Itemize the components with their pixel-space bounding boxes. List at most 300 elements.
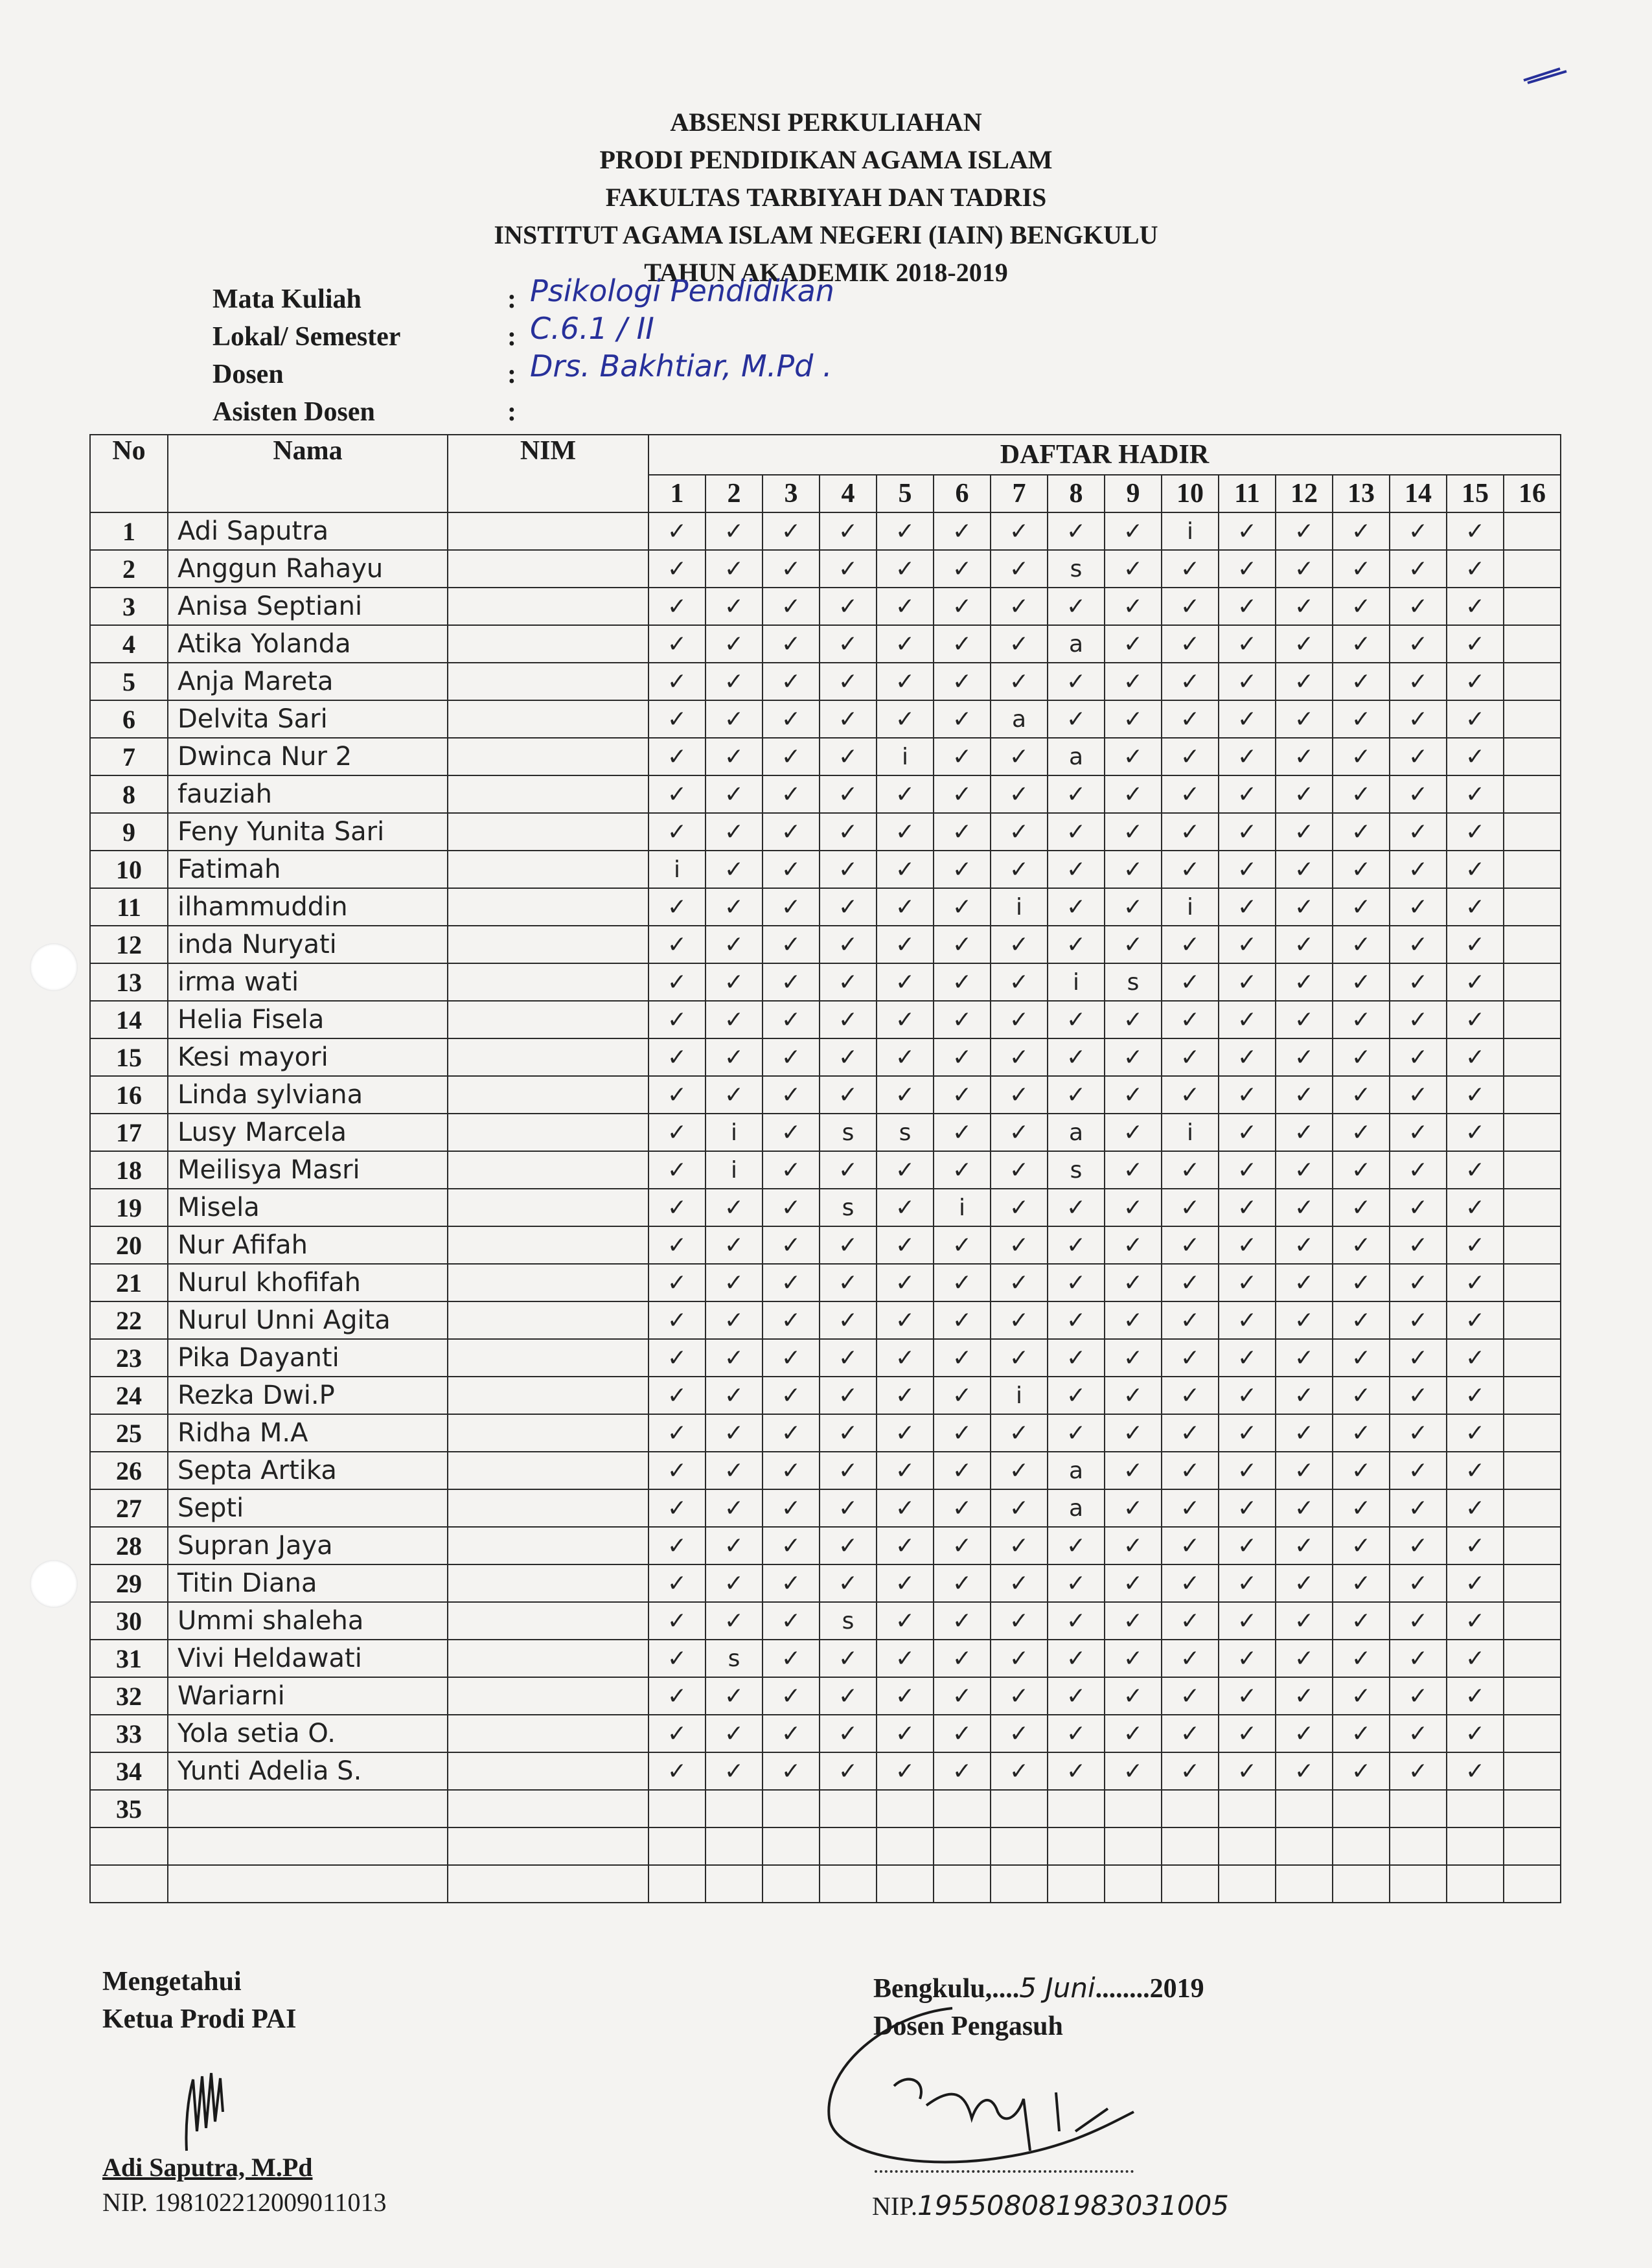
table-row (90, 1790, 1561, 1827)
attendance-mark: ✓ (1390, 1452, 1447, 1489)
attendance-mark: ✓ (1333, 1151, 1390, 1189)
attendance-mark (1504, 1865, 1561, 1903)
attendance-mark: ✓ (820, 813, 877, 851)
attendance-mark: ✓ (1162, 550, 1219, 588)
attendance-mark: ✓ (1390, 550, 1447, 588)
attendance-mark: ✓ (1048, 1527, 1105, 1564)
attendance-mark: ✓ (1048, 1677, 1105, 1715)
attendance-mark: ✓ (877, 1189, 934, 1226)
attendance-mark: i (934, 1189, 991, 1226)
attendance-mark: i (1048, 963, 1105, 1001)
attendance-mark (1504, 512, 1561, 550)
attendance-mark: ✓ (763, 1564, 820, 1602)
attendance-mark: ✓ (877, 1339, 934, 1377)
attendance-mark: ✓ (648, 963, 706, 1001)
attendance-mark: ✓ (1333, 625, 1390, 663)
attendance-mark: ✓ (1048, 1226, 1105, 1264)
attendance-mark (1162, 1827, 1219, 1865)
attendance-mark (1504, 1414, 1561, 1452)
attendance-mark: ✓ (706, 1752, 763, 1790)
student-name: Atika Yolanda (168, 625, 448, 663)
attendance-mark: ✓ (1333, 1414, 1390, 1452)
attendance-mark: s (877, 1114, 934, 1151)
attendance-mark (934, 1827, 991, 1865)
row-number: 16 (90, 1076, 168, 1114)
attendance-mark: ✓ (1219, 1076, 1276, 1114)
attendance-mark: ✓ (820, 1677, 877, 1715)
attendance-mark: ✓ (1162, 1489, 1219, 1527)
attendance-mark (1504, 926, 1561, 963)
meeting-number-header: 10 (1162, 475, 1219, 512)
attendance-mark: s (820, 1114, 877, 1151)
attendance-mark (1447, 1790, 1504, 1827)
attendance-mark (1504, 1452, 1561, 1489)
table-row (90, 700, 1561, 738)
attendance-mark: ✓ (1105, 550, 1162, 588)
attendance-mark: ✓ (991, 1301, 1048, 1339)
attendance-mark: ✓ (648, 888, 706, 926)
attendance-mark: ✓ (648, 1414, 706, 1452)
attendance-mark: ✓ (706, 663, 763, 700)
signature-line (875, 2170, 1134, 2173)
student-nim (448, 1640, 648, 1677)
attendance-mark: ✓ (820, 1414, 877, 1452)
student-name: Yunti Adelia S. (168, 1752, 448, 1790)
attendance-mark (1333, 1790, 1390, 1827)
colon: : (507, 360, 516, 389)
meeting-number-header: 2 (706, 475, 763, 512)
attendance-mark: i (706, 1114, 763, 1151)
attendance-mark: ✓ (1105, 926, 1162, 963)
attendance-mark (1504, 1489, 1561, 1527)
attendance-mark: a (1048, 625, 1105, 663)
header-line-4: INSTITUT AGAMA ISLAM NEGERI (IAIN) BENGKULU (494, 220, 1158, 249)
attendance-mark: ✓ (877, 813, 934, 851)
attendance-mark: ✓ (706, 1226, 763, 1264)
attendance-mark: ✓ (1048, 663, 1105, 700)
student-nim (448, 1677, 648, 1715)
attendance-mark: ✓ (1162, 738, 1219, 775)
attendance-mark: ✓ (706, 1452, 763, 1489)
attendance-mark: ✓ (1162, 963, 1219, 1001)
attendance-mark (1504, 1640, 1561, 1677)
meeting-number-header: 16 (1504, 475, 1561, 512)
attendance-mark (706, 1790, 763, 1827)
attendance-mark: ✓ (1447, 1715, 1504, 1752)
attendance-mark (1276, 1865, 1333, 1903)
attendance-mark: ✓ (1447, 1339, 1504, 1377)
attendance-mark: ✓ (877, 1527, 934, 1564)
table-row (90, 550, 1561, 588)
student-nim (448, 1038, 648, 1076)
attendance-mark: ✓ (1105, 663, 1162, 700)
table-row (90, 1827, 1561, 1865)
attendance-mark: ✓ (1447, 888, 1504, 926)
row-number: 31 (90, 1640, 168, 1677)
attendance-mark: ✓ (1276, 1602, 1333, 1640)
attendance-mark: ✓ (1276, 1189, 1333, 1226)
attendance-mark: ✓ (1276, 1752, 1333, 1790)
row-number: 17 (90, 1114, 168, 1151)
attendance-mark: ✓ (648, 1489, 706, 1527)
student-nim (448, 625, 648, 663)
attendance-mark: ✓ (877, 1715, 934, 1752)
attendance-mark: ✓ (1048, 1038, 1105, 1076)
attendance-mark: ✓ (1447, 738, 1504, 775)
attendance-mark: ✓ (1219, 851, 1276, 888)
attendance-mark: ✓ (877, 1602, 934, 1640)
attendance-mark: ✓ (934, 738, 991, 775)
student-nim (448, 1264, 648, 1301)
attendance-mark: ✓ (1048, 1301, 1105, 1339)
attendance-mark: ✓ (706, 625, 763, 663)
attendance-mark (1504, 1339, 1561, 1377)
meeting-number-header: 14 (1390, 475, 1447, 512)
attendance-mark: ✓ (934, 1377, 991, 1414)
attendance-mark: i (1162, 512, 1219, 550)
student-name (168, 1827, 448, 1865)
attendance-mark (1504, 1301, 1561, 1339)
student-name: Anggun Rahayu (168, 550, 448, 588)
attendance-mark: ✓ (706, 1677, 763, 1715)
header-line-3: FAKULTAS TARBIYAH DAN TADRIS (605, 183, 1047, 212)
attendance-mark: ✓ (1162, 1414, 1219, 1452)
mata-kuliah-value: Psikologi Pendidikan (530, 273, 834, 308)
table-row (90, 1226, 1561, 1264)
row-number: 3 (90, 588, 168, 625)
attendance-mark: ✓ (1162, 1001, 1219, 1038)
attendance-mark: ✓ (1447, 1264, 1504, 1301)
attendance-mark: ✓ (1390, 926, 1447, 963)
attendance-mark: ✓ (877, 700, 934, 738)
attendance-mark: ✓ (1162, 1339, 1219, 1377)
attendance-mark: ✓ (934, 700, 991, 738)
attendance-mark: ✓ (1390, 588, 1447, 625)
attendance-mark: ✓ (877, 512, 934, 550)
attendance-mark (706, 1827, 763, 1865)
attendance-mark: ✓ (991, 1114, 1048, 1151)
attendance-mark (1504, 663, 1561, 700)
attendance-mark (991, 1790, 1048, 1827)
attendance-mark: ✓ (1105, 813, 1162, 851)
attendance-mark: ✓ (706, 1264, 763, 1301)
student-name: Linda sylviana (168, 1076, 448, 1114)
attendance-mark: ✓ (1162, 813, 1219, 851)
date-handwritten: 5 Juni (1019, 1972, 1096, 2004)
attendance-mark: i (991, 1377, 1048, 1414)
attendance-mark: ✓ (991, 1189, 1048, 1226)
student-nim (448, 1527, 648, 1564)
attendance-mark: ✓ (991, 738, 1048, 775)
attendance-mark: ✓ (1333, 926, 1390, 963)
table-row (90, 512, 1561, 550)
attendance-mark (763, 1790, 820, 1827)
attendance-mark: ✓ (1276, 1715, 1333, 1752)
attendance-mark: ✓ (1390, 1076, 1447, 1114)
attendance-mark: ✓ (820, 700, 877, 738)
attendance-mark: ✓ (648, 775, 706, 813)
attendance-mark: ✓ (1447, 1189, 1504, 1226)
attendance-mark (1504, 851, 1561, 888)
attendance-mark: ✓ (1219, 588, 1276, 625)
table-row (90, 588, 1561, 625)
attendance-mark: ✓ (1447, 1640, 1504, 1677)
attendance-mark: ✓ (991, 1452, 1048, 1489)
table-row (90, 888, 1561, 926)
attendance-mark: ✓ (1390, 1602, 1447, 1640)
attendance-mark: ✓ (706, 775, 763, 813)
attendance-mark: ✓ (1333, 1602, 1390, 1640)
attendance-mark: ✓ (1276, 1151, 1333, 1189)
attendance-mark: ✓ (1333, 663, 1390, 700)
attendance-mark (1504, 550, 1561, 588)
attendance-mark: ✓ (1390, 663, 1447, 700)
attendance-mark: ✓ (1447, 663, 1504, 700)
attendance-mark: ✓ (1048, 588, 1105, 625)
student-name: Rezka Dwi.P (168, 1377, 448, 1414)
row-number: 13 (90, 963, 168, 1001)
attendance-mark: ✓ (1219, 512, 1276, 550)
attendance-mark (648, 1865, 706, 1903)
student-nim (448, 1151, 648, 1189)
row-number: 21 (90, 1264, 168, 1301)
attendance-mark: ✓ (1333, 1715, 1390, 1752)
attendance-mark: ✓ (991, 1677, 1048, 1715)
table-row (90, 1602, 1561, 1640)
attendance-mark: ✓ (820, 625, 877, 663)
attendance-mark: ✓ (1162, 1189, 1219, 1226)
attendance-mark: ✓ (1390, 1640, 1447, 1677)
attendance-mark (648, 1790, 706, 1827)
student-name: Kesi mayori (168, 1038, 448, 1076)
attendance-mark: ✓ (1105, 1377, 1162, 1414)
attendance-mark: ✓ (877, 1564, 934, 1602)
meeting-number-header: 5 (877, 475, 934, 512)
attendance-mark: ✓ (877, 1640, 934, 1677)
attendance-mark: ✓ (1276, 738, 1333, 775)
table-row (90, 663, 1561, 700)
attendance-mark: ✓ (820, 550, 877, 588)
table-row (90, 775, 1561, 813)
attendance-mark: ✓ (877, 1038, 934, 1076)
attendance-mark: ✓ (1333, 775, 1390, 813)
attendance-mark: ✓ (1276, 926, 1333, 963)
attendance-mark: ✓ (1276, 963, 1333, 1001)
attendance-mark (1504, 1677, 1561, 1715)
attendance-mark: ✓ (1162, 1564, 1219, 1602)
attendance-mark: ✓ (1219, 550, 1276, 588)
attendance-mark: ✓ (934, 625, 991, 663)
attendance-mark: ✓ (706, 1564, 763, 1602)
attendance-mark: ✓ (1390, 700, 1447, 738)
row-number: 33 (90, 1715, 168, 1752)
attendance-mark: ✓ (877, 851, 934, 888)
attendance-mark: ✓ (1219, 1452, 1276, 1489)
header-line-5: TAHUN AKADEMIK 2018-2019 (644, 258, 1008, 287)
attendance-mark: ✓ (763, 963, 820, 1001)
attendance-mark: ✓ (1276, 1114, 1333, 1151)
attendance-mark: ✓ (1219, 1414, 1276, 1452)
table-row (90, 1414, 1561, 1452)
meeting-number-header: 11 (1219, 475, 1276, 512)
attendance-mark: ✓ (934, 963, 991, 1001)
meeting-number-header: 9 (1105, 475, 1162, 512)
student-nim (448, 1189, 648, 1226)
attendance-mark: ✓ (763, 1489, 820, 1527)
attendance-mark: ✓ (934, 512, 991, 550)
attendance-mark (1504, 1527, 1561, 1564)
attendance-mark: s (1048, 1151, 1105, 1189)
attendance-mark: ✓ (1390, 1489, 1447, 1527)
student-nim (448, 888, 648, 926)
attendance-mark: ✓ (1447, 813, 1504, 851)
attendance-mark: ✓ (648, 1377, 706, 1414)
attendance-mark: ✓ (1105, 1414, 1162, 1452)
meeting-number-header: 13 (1333, 475, 1390, 512)
attendance-mark: ✓ (991, 1339, 1048, 1377)
attendance-mark: ✓ (648, 1527, 706, 1564)
attendance-mark: ✓ (1105, 1452, 1162, 1489)
attendance-mark: ✓ (706, 888, 763, 926)
attendance-mark: ✓ (1162, 1677, 1219, 1715)
attendance-mark: ✓ (934, 1640, 991, 1677)
attendance-mark: ✓ (1276, 813, 1333, 851)
table-row (90, 963, 1561, 1001)
attendance-mark: ✓ (991, 1527, 1048, 1564)
table-row (90, 1264, 1561, 1301)
attendance-mark: ✓ (1105, 851, 1162, 888)
attendance-mark: ✓ (820, 1151, 877, 1189)
attendance-mark: ✓ (1219, 700, 1276, 738)
attendance-mark: ✓ (1219, 1339, 1276, 1377)
attendance-mark (877, 1827, 934, 1865)
attendance-mark: ✓ (1105, 1527, 1162, 1564)
student-name: Delvita Sari (168, 700, 448, 738)
attendance-mark: ✓ (1219, 1640, 1276, 1677)
attendance-mark: ✓ (1333, 738, 1390, 775)
attendance-mark: ✓ (648, 700, 706, 738)
attendance-mark: ✓ (648, 1677, 706, 1715)
attendance-mark (1504, 1189, 1561, 1226)
attendance-mark (1504, 1602, 1561, 1640)
attendance-mark: ✓ (1447, 1038, 1504, 1076)
attendance-mark: ✓ (877, 1226, 934, 1264)
attendance-mark: ✓ (820, 1264, 877, 1301)
attendance-mark: ✓ (1105, 1264, 1162, 1301)
attendance-mark: ✓ (1333, 1301, 1390, 1339)
student-name: Dwinca Nur 2 (168, 738, 448, 775)
attendance-mark (1390, 1865, 1447, 1903)
attendance-mark: ✓ (763, 512, 820, 550)
attendance-mark: ✓ (1162, 926, 1219, 963)
attendance-mark: ✓ (1276, 700, 1333, 738)
attendance-mark: ✓ (1162, 1226, 1219, 1264)
attendance-mark: ✓ (1162, 851, 1219, 888)
attendance-mark: ✓ (763, 775, 820, 813)
table-body (90, 512, 1561, 1903)
attendance-mark (1504, 1752, 1561, 1790)
attendance-mark: ✓ (1333, 963, 1390, 1001)
table-row (90, 1038, 1561, 1076)
row-number: 7 (90, 738, 168, 775)
mengetahui-label: Mengetahui (102, 1967, 242, 1997)
attendance-mark: ✓ (1276, 1489, 1333, 1527)
attendance-mark: ✓ (1390, 1564, 1447, 1602)
attendance-mark: ✓ (934, 1076, 991, 1114)
attendance-mark: ✓ (991, 588, 1048, 625)
row-number: 5 (90, 663, 168, 700)
attendance-mark: ✓ (648, 1301, 706, 1339)
student-nim (448, 1452, 648, 1489)
attendance-mark: ✓ (706, 512, 763, 550)
attendance-mark: ✓ (706, 1489, 763, 1527)
attendance-mark: ✓ (1219, 888, 1276, 926)
attendance-mark: ✓ (1390, 1414, 1447, 1452)
row-number: 19 (90, 1189, 168, 1226)
attendance-mark: ✓ (877, 1151, 934, 1189)
attendance-mark: ✓ (1333, 588, 1390, 625)
attendance-mark: ✓ (1105, 1677, 1162, 1715)
attendance-table (89, 434, 1561, 1903)
attendance-mark: ✓ (648, 926, 706, 963)
attendance-mark (1504, 1264, 1561, 1301)
attendance-mark: ✓ (934, 1038, 991, 1076)
attendance-mark: ✓ (820, 512, 877, 550)
document-header (0, 104, 1652, 292)
attendance-mark: ✓ (1447, 1151, 1504, 1189)
attendance-mark: ✓ (1447, 1001, 1504, 1038)
attendance-mark: ✓ (648, 1602, 706, 1640)
attendance-mark: ✓ (1219, 1226, 1276, 1264)
student-nim (448, 1790, 648, 1827)
table-row (90, 1752, 1561, 1790)
attendance-mark (934, 1865, 991, 1903)
student-nim (448, 1114, 648, 1151)
student-name: ilhammuddin (168, 888, 448, 926)
table-row (90, 1114, 1561, 1151)
attendance-mark: ✓ (648, 625, 706, 663)
attendance-mark: ✓ (1162, 1151, 1219, 1189)
student-name: Helia Fisela (168, 1001, 448, 1038)
attendance-mark: ✓ (1105, 1752, 1162, 1790)
attendance-mark: ✓ (1162, 1752, 1219, 1790)
attendance-mark: ✓ (1276, 588, 1333, 625)
attendance-mark: ✓ (648, 1038, 706, 1076)
attendance-mark: ✓ (1390, 1301, 1447, 1339)
attendance-mark: ✓ (991, 550, 1048, 588)
attendance-mark: ✓ (1447, 1677, 1504, 1715)
attendance-mark: ✓ (1276, 512, 1333, 550)
attendance-mark: ✓ (706, 1602, 763, 1640)
row-number: 35 (90, 1790, 168, 1827)
attendance-mark: ✓ (1162, 1301, 1219, 1339)
attendance-mark: ✓ (706, 1076, 763, 1114)
attendance-mark: ✓ (763, 1640, 820, 1677)
attendance-mark (1219, 1827, 1276, 1865)
attendance-mark (820, 1790, 877, 1827)
attendance-mark: ✓ (934, 1564, 991, 1602)
attendance-mark: ✓ (1390, 1677, 1447, 1715)
kaprodi-nip: NIP. 198102212009011013 (102, 2188, 387, 2217)
attendance-mark (1162, 1790, 1219, 1827)
student-name: Titin Diana (168, 1564, 448, 1602)
attendance-mark: ✓ (763, 1151, 820, 1189)
attendance-mark: ✓ (991, 1414, 1048, 1452)
attendance-mark: ✓ (991, 1226, 1048, 1264)
attendance-mark: ✓ (1333, 1001, 1390, 1038)
student-nim (448, 1564, 648, 1602)
attendance-mark (1504, 1790, 1561, 1827)
